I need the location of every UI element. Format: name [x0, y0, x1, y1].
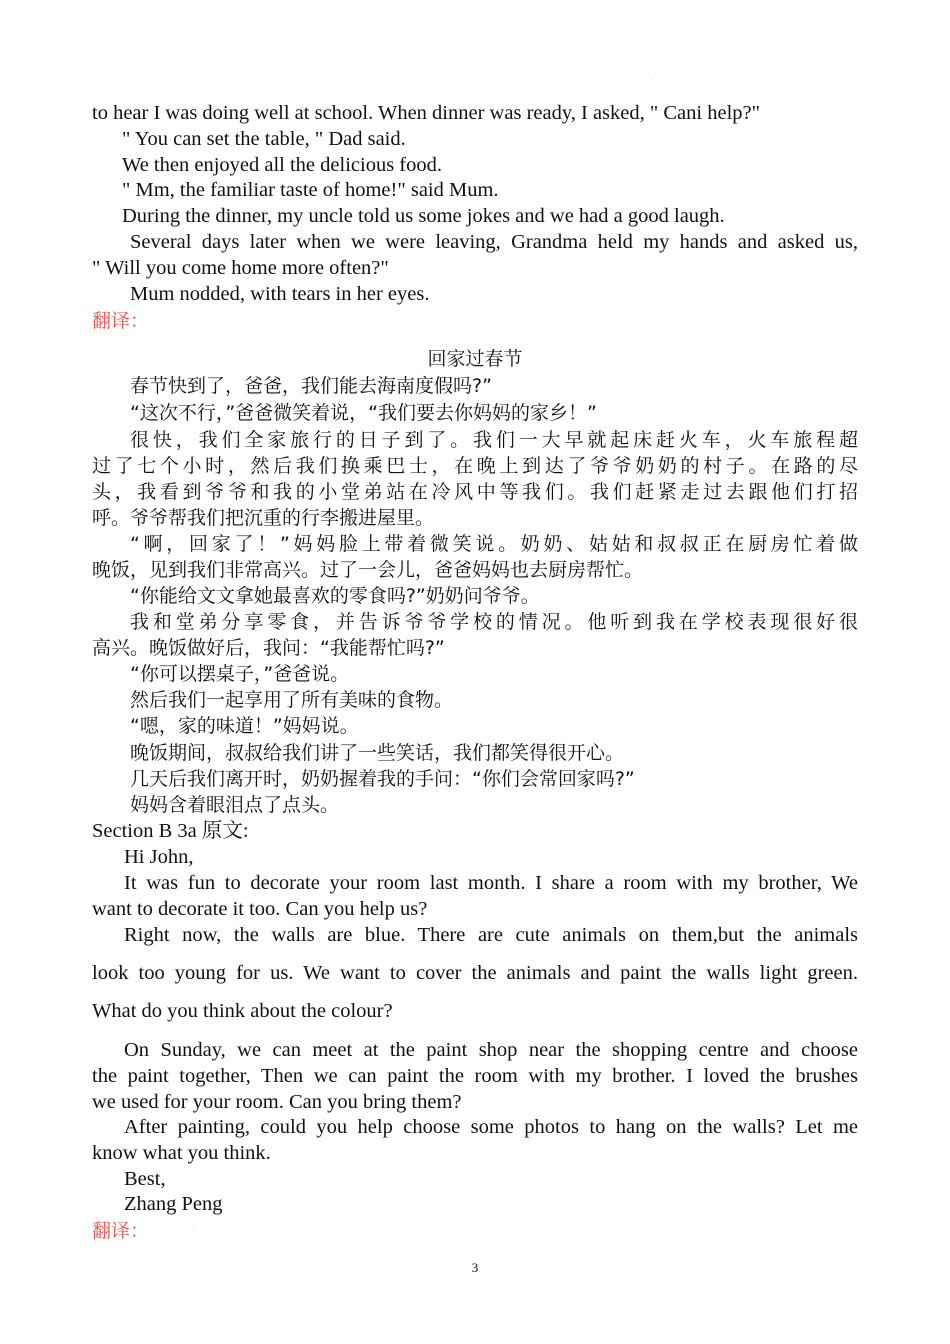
- letter-line: On Sunday, we can meet at the paint shop near the shopping centre and choose: [124, 1039, 858, 1061]
- story-line: We then enjoyed all the delicious food.: [122, 154, 442, 176]
- chinese-line: 呼。爷爷帮我们把沉重的行李搬进屋里。: [92, 507, 435, 529]
- chinese-line: 很快，我们全家旅行的日子到了。我们一大早就起床赶火车，火车旅程超: [130, 429, 858, 451]
- letter-line: look too young for us. We want to cover the animals and paint the walls light green.: [92, 962, 858, 984]
- chinese-line: “你可以摆桌子，”爸爸说。: [130, 663, 350, 685]
- chinese-line: 头，我看到爷爷和我的小堂弟站在冷风中等我们。我们赶紧走过去跟他们打招: [92, 481, 858, 503]
- translation-label: 翻译：: [92, 310, 150, 332]
- letter-line: Best,: [124, 1168, 166, 1190]
- chinese-line: “这次不行，”爸爸微笑着说，“我们要去你妈妈的家乡！”: [130, 402, 597, 424]
- letter-line: Zhang Peng: [124, 1193, 223, 1215]
- letter-line: It was fun to decorate your room last month. I share a room with my brother, We: [124, 872, 858, 894]
- story-line: " Will you come home more often?": [92, 257, 389, 279]
- chinese-line: “啊，回家了！”妈妈脸上带着微笑说。奶奶、姑姑和叔叔正在厨房忙着做: [130, 533, 858, 555]
- chinese-line: 我和堂弟分享零食，并告诉爷爷学校的情况。他听到我在学校表现很好很: [130, 611, 858, 633]
- letter-line: After painting, could you help choose some photos to hang on the walls? Let me: [124, 1116, 858, 1138]
- letter-line: Hi John,: [124, 846, 194, 868]
- chinese-line: 过了七个小时，然后我们换乘巴士，在晚上到达了爷爷奶奶的村子。在路的尽: [92, 455, 858, 477]
- story-line: Several days later when we were leaving, Grandma held my hands and asked us,: [130, 231, 858, 253]
- translation-label: 翻译：: [92, 1220, 150, 1242]
- section-heading: Section B 3a 原文:: [92, 820, 249, 842]
- letter-line: What do you think about the colour?: [92, 1000, 393, 1022]
- letter-line: the paint together, Then we can paint the room with my brother. I loved the brushes: [92, 1065, 858, 1087]
- decorative-dot: .: [651, 76, 653, 82]
- chinese-line: 春节快到了，爸爸，我们能去海南度假吗?”: [130, 375, 492, 397]
- chinese-line: 晚饭期间，叔叔给我们讲了一些笑话，我们都笑得很开心。: [130, 742, 625, 764]
- page-number: 3: [471, 1260, 479, 1275]
- decorative-dot: .: [192, 1222, 194, 1228]
- chinese-line: “嗯，家的味道！”妈妈说。: [130, 715, 359, 737]
- chinese-line: 晚饭，见到我们非常高兴。过了一会儿，爸爸妈妈也去厨房帮忙。: [92, 559, 644, 581]
- story-line: Mum nodded, with tears in her eyes.: [130, 283, 430, 305]
- chinese-line: “你能给文文拿她最喜欢的零食吗?”奶奶问爷爷。: [130, 585, 540, 607]
- letter-line: Right now, the walls are blue. There are cute animals on them,but the animals: [124, 924, 858, 946]
- chinese-line: 高兴。晚饭做好后，我问：“我能帮忙吗?”: [92, 637, 445, 659]
- chinese-line: 妈妈含着眼泪点了点头。: [130, 794, 340, 816]
- story-line: to hear I was doing well at school. When dinner was ready, I asked, " Cani help?": [92, 102, 760, 124]
- letter-line: want to decorate it too. Can you help us?: [92, 898, 428, 920]
- chinese-line: 然后我们一起享用了所有美味的食物。: [130, 689, 454, 711]
- chinese-line: 几天后我们离开时，奶奶握着我的手问：“你们会常回家吗?”: [130, 768, 635, 790]
- letter-line: we used for your room. Can you bring them?: [92, 1091, 462, 1113]
- story-line: " Mm, the familiar taste of home!" said Mum.: [122, 179, 499, 201]
- chinese-title: 回家过春节: [427, 348, 523, 370]
- story-line: During the dinner, my uncle told us some jokes and we had a good laugh.: [122, 205, 725, 227]
- story-line: " You can set the table, " Dad said.: [122, 128, 406, 150]
- letter-line: know what you think.: [92, 1142, 271, 1164]
